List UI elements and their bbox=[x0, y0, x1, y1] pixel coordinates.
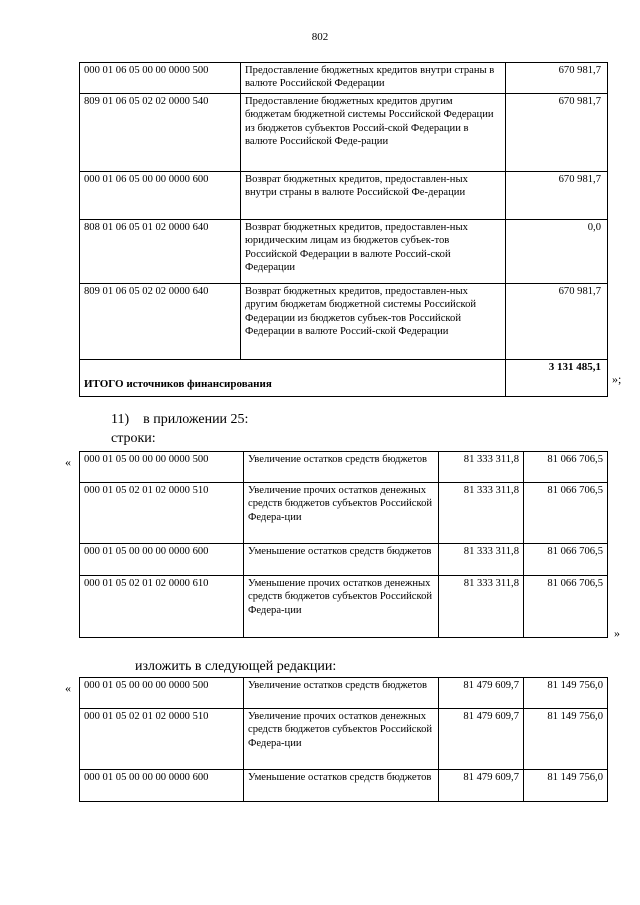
amount-cell: 81 333 311,8 bbox=[439, 576, 524, 638]
closing-quote-semicolon: »; bbox=[612, 372, 622, 386]
financing-sources-table bbox=[79, 62, 608, 397]
description-cell: Уменьшение остатков средств бюджетов bbox=[244, 770, 439, 802]
closing-quote: » bbox=[614, 626, 620, 640]
amount-cell: 81 066 706,5 bbox=[524, 576, 608, 638]
table-row bbox=[80, 678, 608, 709]
description-cell: Возврат бюджетных кредитов, предоставлен-ных юридическим лицам из бюджетов субъек-тов Российской Федерации в валюте Россий-ской Федерации bbox=[241, 220, 506, 284]
budget-code-cell: 808 01 06 05 01 02 0000 640 bbox=[80, 220, 241, 284]
table-row bbox=[80, 220, 608, 284]
amount-cell: 81 149 756,0 bbox=[524, 709, 608, 770]
table-row bbox=[80, 284, 608, 360]
amount-cell: 670 981,7 bbox=[506, 94, 608, 172]
table-row bbox=[80, 94, 608, 172]
amount-cell: 81 333 311,8 bbox=[439, 483, 524, 544]
amount-cell: 81 066 706,5 bbox=[524, 452, 608, 483]
total-row bbox=[80, 360, 608, 397]
appendix-25-new-rows-table bbox=[79, 677, 608, 802]
table-row bbox=[80, 576, 608, 638]
budget-code-cell: 000 01 06 05 00 00 0000 500 bbox=[80, 63, 241, 94]
amount-cell: 81 333 311,8 bbox=[439, 544, 524, 576]
budget-code-cell: 000 01 05 02 01 02 0000 510 bbox=[80, 483, 244, 544]
budget-code-cell: 809 01 06 05 02 02 0000 540 bbox=[80, 94, 241, 172]
amount-cell: 81 149 756,0 bbox=[524, 770, 608, 802]
description-cell: Увеличение прочих остатков денежных средств бюджетов субъектов Российской Федера-ции bbox=[244, 709, 439, 770]
description-cell: Уменьшение остатков средств бюджетов bbox=[244, 544, 439, 576]
description-cell: Возврат бюджетных кредитов, предоставлен-ных другим бюджетам бюджетной системы Российской Федерации из бюджетов субъек-тов Российской Федерации в валюте Россий-ской Федерации bbox=[241, 284, 506, 360]
description-cell: Возврат бюджетных кредитов, предоставлен-ных внутри страны в валюте Российской Фе-дерации bbox=[241, 172, 506, 220]
replace-label: изложить в следующей редакции: bbox=[135, 659, 337, 674]
budget-code-cell: 809 01 06 05 02 02 0000 640 bbox=[80, 284, 241, 360]
budget-code-cell: 000 01 05 00 00 00 0000 500 bbox=[80, 452, 244, 483]
budget-code-cell: 000 01 05 00 00 00 0000 600 bbox=[80, 544, 244, 576]
table-row bbox=[80, 544, 608, 576]
amount-cell: 81 479 609,7 bbox=[439, 709, 524, 770]
amount-cell: 0,0 bbox=[506, 220, 608, 284]
page-number: 802 bbox=[311, 31, 329, 43]
amount-cell: 670 981,7 bbox=[506, 172, 608, 220]
table-row bbox=[80, 709, 608, 770]
budget-code-cell: 000 01 05 00 00 00 0000 600 bbox=[80, 770, 244, 802]
budget-code-cell: 000 01 05 02 01 02 0000 610 bbox=[80, 576, 244, 638]
opening-quote: « bbox=[65, 681, 71, 695]
table-row bbox=[80, 452, 608, 483]
table-row bbox=[80, 172, 608, 220]
item-heading: 11) в приложении 25: bbox=[111, 412, 249, 427]
table-row bbox=[80, 483, 608, 544]
description-cell: Уменьшение прочих остатков денежных средств бюджетов субъектов Российской Федера-ции bbox=[244, 576, 439, 638]
amount-cell: 81 149 756,0 bbox=[524, 678, 608, 709]
amount-cell: 81 333 311,8 bbox=[439, 452, 524, 483]
description-cell: Предоставление бюджетных кредитов внутри страны в валюте Российской Федерации bbox=[241, 63, 506, 94]
total-amount: 3 131 485,1 bbox=[506, 360, 608, 397]
budget-code-cell: 000 01 05 02 01 02 0000 510 bbox=[80, 709, 244, 770]
amount-cell: 670 981,7 bbox=[506, 284, 608, 360]
description-cell: Увеличение прочих остатков денежных средств бюджетов субъектов Российской Федера-ции bbox=[244, 483, 439, 544]
amount-cell: 670 981,7 bbox=[506, 63, 608, 94]
budget-code-cell: 000 01 05 00 00 00 0000 500 bbox=[80, 678, 244, 709]
budget-code-cell: 000 01 06 05 00 00 0000 600 bbox=[80, 172, 241, 220]
rows-label: строки: bbox=[111, 431, 156, 446]
amount-cell: 81 479 609,7 bbox=[439, 770, 524, 802]
total-label: ИТОГО источников финансирования bbox=[80, 360, 506, 397]
description-cell: Увеличение остатков средств бюджетов bbox=[244, 678, 439, 709]
table-row bbox=[80, 770, 608, 802]
description-cell: Увеличение остатков средств бюджетов bbox=[244, 452, 439, 483]
opening-quote: « bbox=[65, 455, 71, 469]
amount-cell: 81 066 706,5 bbox=[524, 483, 608, 544]
description-cell: Предоставление бюджетных кредитов другим бюджетам бюджетной системы Российской Федерации из бюджетов субъектов Россий-ской Федерации в валюте Российской Феде-рации bbox=[241, 94, 506, 172]
appendix-25-old-rows-table bbox=[79, 451, 608, 638]
amount-cell: 81 479 609,7 bbox=[439, 678, 524, 709]
table-row bbox=[80, 63, 608, 94]
amount-cell: 81 066 706,5 bbox=[524, 544, 608, 576]
